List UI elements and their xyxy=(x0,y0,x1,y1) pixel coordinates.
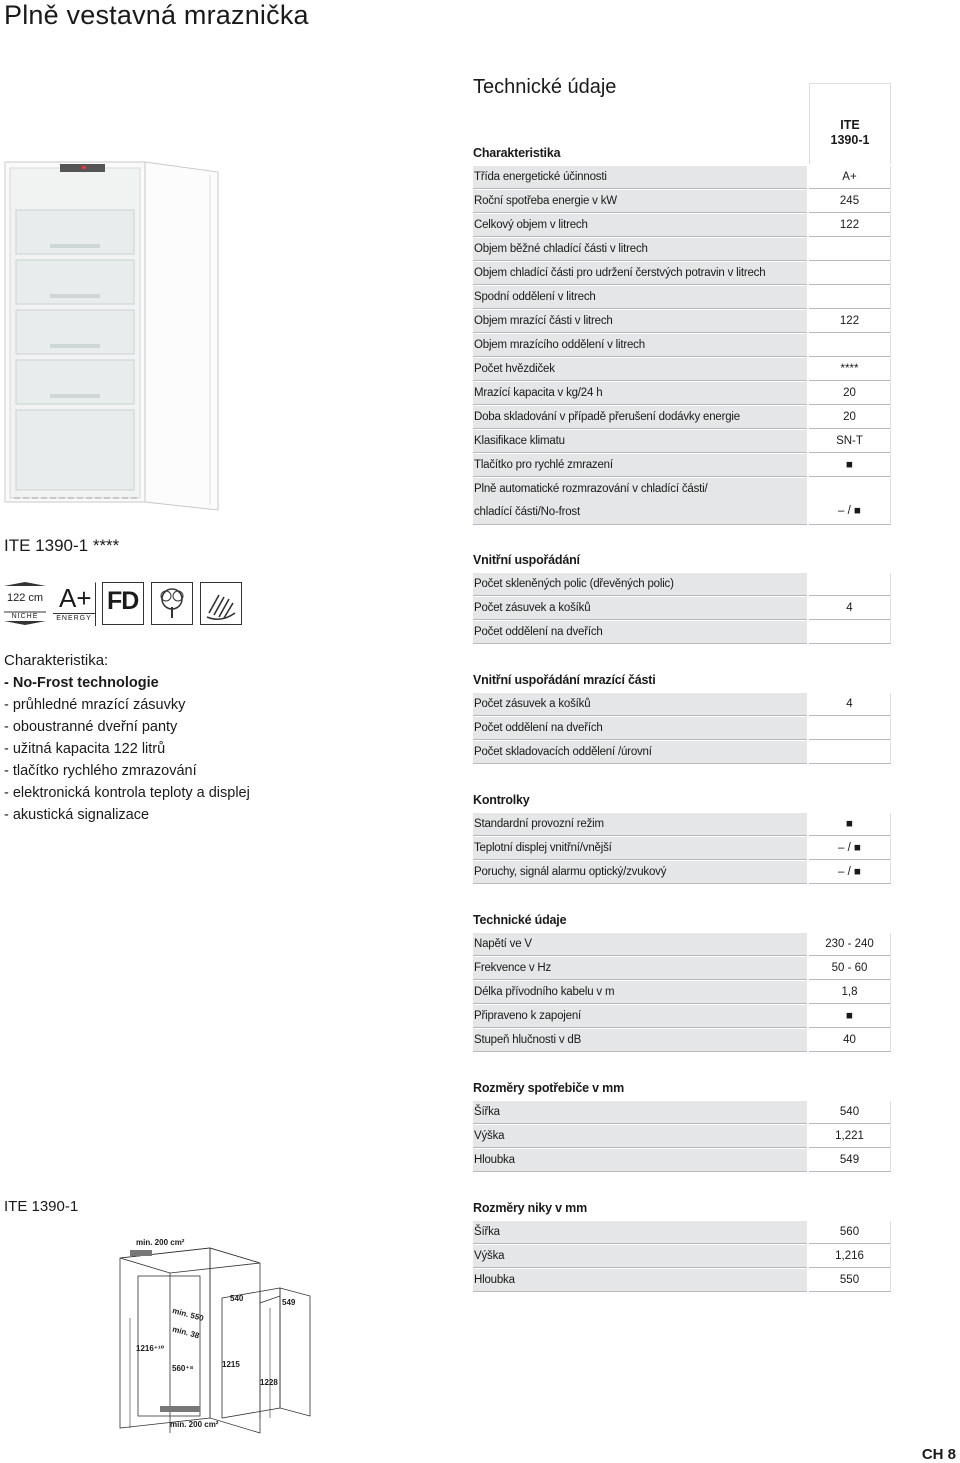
row-label: Objem mrazící části v litrech xyxy=(473,310,807,333)
row-value: – / ■ xyxy=(809,861,891,884)
row-label: Hloubka xyxy=(473,1269,807,1292)
table-row xyxy=(473,166,891,189)
row-value: 1,8 xyxy=(809,981,891,1004)
feature-item: - tlačítko rychlého zmrazování xyxy=(4,763,197,779)
row-value: 20 xyxy=(809,406,891,429)
row-label: Připraveno k zapojení xyxy=(473,1005,807,1028)
table-row xyxy=(473,717,891,740)
row-value: **** xyxy=(809,358,891,381)
tech-title: Technické údaje xyxy=(473,76,617,98)
table-row xyxy=(473,933,891,956)
column-header-line1: ITE xyxy=(840,118,860,132)
row-value xyxy=(809,573,891,596)
table-row xyxy=(473,621,891,644)
fd-label: FD xyxy=(107,587,139,615)
row-label: Napětí ve V xyxy=(473,933,807,956)
row-label: Standardní provozní režim xyxy=(473,813,807,836)
row-value xyxy=(809,621,891,644)
features-heading: Charakteristika: xyxy=(4,652,109,669)
table-row xyxy=(473,334,891,357)
row-value xyxy=(809,741,891,764)
row-value: – / ■ xyxy=(809,837,891,860)
table-row xyxy=(473,1029,891,1052)
row-value: 550 xyxy=(809,1269,891,1292)
row-label: Teplotní displej vnitřní/vnější xyxy=(473,837,807,860)
row-label: Objem běžné chladící části v litrech xyxy=(473,238,807,261)
row-label: Hloubka xyxy=(473,1149,807,1172)
diagram-label-height-1228: 1228 xyxy=(260,1378,278,1387)
table-row xyxy=(473,286,891,309)
row-value: 50 - 60 xyxy=(809,957,891,980)
table-row xyxy=(473,1149,891,1172)
row-label: Klasifikace klimatu xyxy=(473,430,807,453)
dimension-model: ITE 1390-1 xyxy=(4,1198,79,1215)
row-label: Tlačítko pro rychlé zmrazení xyxy=(473,454,807,477)
section-heading: Technické údaje xyxy=(473,913,567,927)
row-label: Počet skladovacích oddělení /úrovní xyxy=(473,741,807,764)
row-value: 540 xyxy=(809,1101,891,1124)
table-row xyxy=(473,981,891,1004)
table-row xyxy=(473,1221,891,1244)
row-label: Počet zásuvek a košíků xyxy=(473,693,807,716)
diagram-label-height-1215: 1215 xyxy=(222,1360,240,1369)
table-row xyxy=(473,837,891,860)
feature-item: - No-Frost technologie xyxy=(4,675,159,691)
row-label: Výška xyxy=(473,1245,807,1268)
table-row xyxy=(473,1101,891,1124)
row-value: ■ xyxy=(809,1005,891,1028)
row-label: Frekvence v Hz xyxy=(473,957,807,980)
diagram-label-top-vent: min. 200 cm² xyxy=(136,1238,185,1247)
row-value: ■ xyxy=(809,454,891,477)
section-heading: Rozměry spotřebiče v mm xyxy=(473,1081,625,1095)
diagram-label-niche-width: 560⁺⁸ xyxy=(172,1364,194,1373)
section-heading: Rozměry niky v mm xyxy=(473,1201,588,1215)
row-value: 1,221 xyxy=(809,1125,891,1148)
section-heading: Kontrolky xyxy=(473,793,530,807)
table-row xyxy=(473,573,891,596)
row-label: Spodní oddělení v litrech xyxy=(473,286,807,309)
row-label: Celkový objem v litrech xyxy=(473,214,807,237)
row-value: 122 xyxy=(809,214,891,237)
column-header xyxy=(809,83,891,164)
feature-item: - elektronická kontrola teploty a displej xyxy=(4,785,250,801)
row-value: SN-T xyxy=(809,430,891,453)
row-value: 20 xyxy=(809,382,891,405)
feature-item: - užitná kapacita 122 litrů xyxy=(4,741,166,757)
row-label: Poruchy, signál alarmu optický/zvukový xyxy=(473,861,807,884)
row-label: Výška xyxy=(473,1125,807,1148)
energy-badge xyxy=(53,582,96,626)
row-label: Třída energetické účinnosti xyxy=(473,166,807,189)
row-label: Počet oddělení na dveřích xyxy=(473,621,807,644)
table-row xyxy=(473,358,891,381)
table-row xyxy=(473,406,891,429)
row-label: Objem chladící části pro udržení čerstvých potravin v litrech xyxy=(473,262,807,285)
table-row xyxy=(473,310,891,333)
installation-diagram xyxy=(110,1228,350,1438)
feature-item: - akustická signalizace xyxy=(4,807,150,823)
feature-item: - oboustranné dveřní panty xyxy=(4,719,178,735)
row-label: Šířka xyxy=(473,1221,807,1244)
features-list xyxy=(4,650,250,826)
table-row xyxy=(473,741,891,764)
table-row xyxy=(473,262,891,285)
row-value xyxy=(809,717,891,740)
row-value: A+ xyxy=(809,166,891,189)
niche-label: NICHE xyxy=(11,613,39,620)
table-row xyxy=(473,454,891,477)
column-header-line2: 1390-1 xyxy=(830,133,870,147)
row-label: Objem mrazícího oddělení v litrech xyxy=(473,334,807,357)
row-value: 1,216 xyxy=(809,1245,891,1268)
diagram-label-depth: 549 xyxy=(282,1298,296,1307)
energy-label: ENERGY xyxy=(56,615,92,622)
row-label: Šířka xyxy=(473,1101,807,1124)
table-row xyxy=(473,382,891,405)
table-row xyxy=(473,693,891,716)
table-row xyxy=(473,1125,891,1148)
row-value: 549 xyxy=(809,1149,891,1172)
row-value xyxy=(809,334,891,357)
row-label xyxy=(473,478,807,525)
row-value: 245 xyxy=(809,190,891,213)
row-label: Doba skladování v případě přerušení dodávky energie xyxy=(473,406,807,429)
row-label: Stupeň hlučnosti v dB xyxy=(473,1029,807,1052)
row-label: Mrazící kapacita v kg/24 h xyxy=(473,382,807,405)
table-row xyxy=(473,238,891,261)
energy-class: A+ xyxy=(59,583,92,613)
diagram-label-bottom-vent: min. 200 cm² xyxy=(170,1420,219,1429)
row-value: 40 xyxy=(809,1029,891,1052)
fd-badge xyxy=(102,582,144,625)
row-value: 230 - 240 xyxy=(809,933,891,956)
row-value xyxy=(809,286,891,309)
table-row xyxy=(473,430,891,453)
diagram-label-gap-min: min. 38 xyxy=(171,1324,201,1341)
row-value xyxy=(809,238,891,261)
row-label: Počet oddělení na dveřích xyxy=(473,717,807,740)
row-label-line1: Plně automatické rozmrazování v chladící části/ xyxy=(474,483,708,495)
section-heading: Charakteristika xyxy=(473,146,561,160)
niche-badge xyxy=(4,582,46,625)
hand-icon xyxy=(200,582,242,625)
feature-item: - průhledné mrazící zásuvky xyxy=(4,697,186,713)
table-row xyxy=(473,1005,891,1028)
section-heading: Vnitřní uspořádání mrazící části xyxy=(473,673,656,687)
row-value: 560 xyxy=(809,1221,891,1244)
page-number: CH 8 xyxy=(921,1446,956,1463)
row-label: Délka přívodního kabelu v m xyxy=(473,981,807,1004)
row-label: Počet hvězdiček xyxy=(473,358,807,381)
row-value: – / ■ xyxy=(809,478,891,525)
tree-icon xyxy=(151,582,193,625)
table-row xyxy=(473,861,891,884)
row-value: 4 xyxy=(809,597,891,620)
table-row xyxy=(473,190,891,213)
diagram-label-width: 540 xyxy=(230,1294,244,1303)
page-title: Plně vestavná mraznička xyxy=(4,0,309,30)
table-row xyxy=(473,1245,891,1268)
niche-size: 122 cm xyxy=(6,592,44,604)
freezer-illustration xyxy=(0,150,222,515)
row-label-line2: chladící části/No-frost xyxy=(474,506,580,518)
row-value xyxy=(809,262,891,285)
table-row xyxy=(473,478,891,525)
table-row xyxy=(473,957,891,980)
model-heading: ITE 1390-1 **** xyxy=(4,536,120,555)
table-row xyxy=(473,597,891,620)
table-row xyxy=(473,214,891,237)
row-label: Roční spotřeba energie v kW xyxy=(473,190,807,213)
row-label: Počet zásuvek a košíků xyxy=(473,597,807,620)
row-value: 122 xyxy=(809,310,891,333)
diagram-label-depth-min: min. 550 xyxy=(171,1306,205,1323)
table-row xyxy=(473,813,891,836)
row-value: ■ xyxy=(809,813,891,836)
table-row xyxy=(473,1269,891,1292)
row-value: 4 xyxy=(809,693,891,716)
diagram-label-niche-height: 1216⁺¹⁰ xyxy=(136,1344,165,1353)
section-heading: Vnitřní uspořádání xyxy=(473,553,580,567)
row-label: Počet skleněných polic (dřevěných polic) xyxy=(473,573,807,596)
